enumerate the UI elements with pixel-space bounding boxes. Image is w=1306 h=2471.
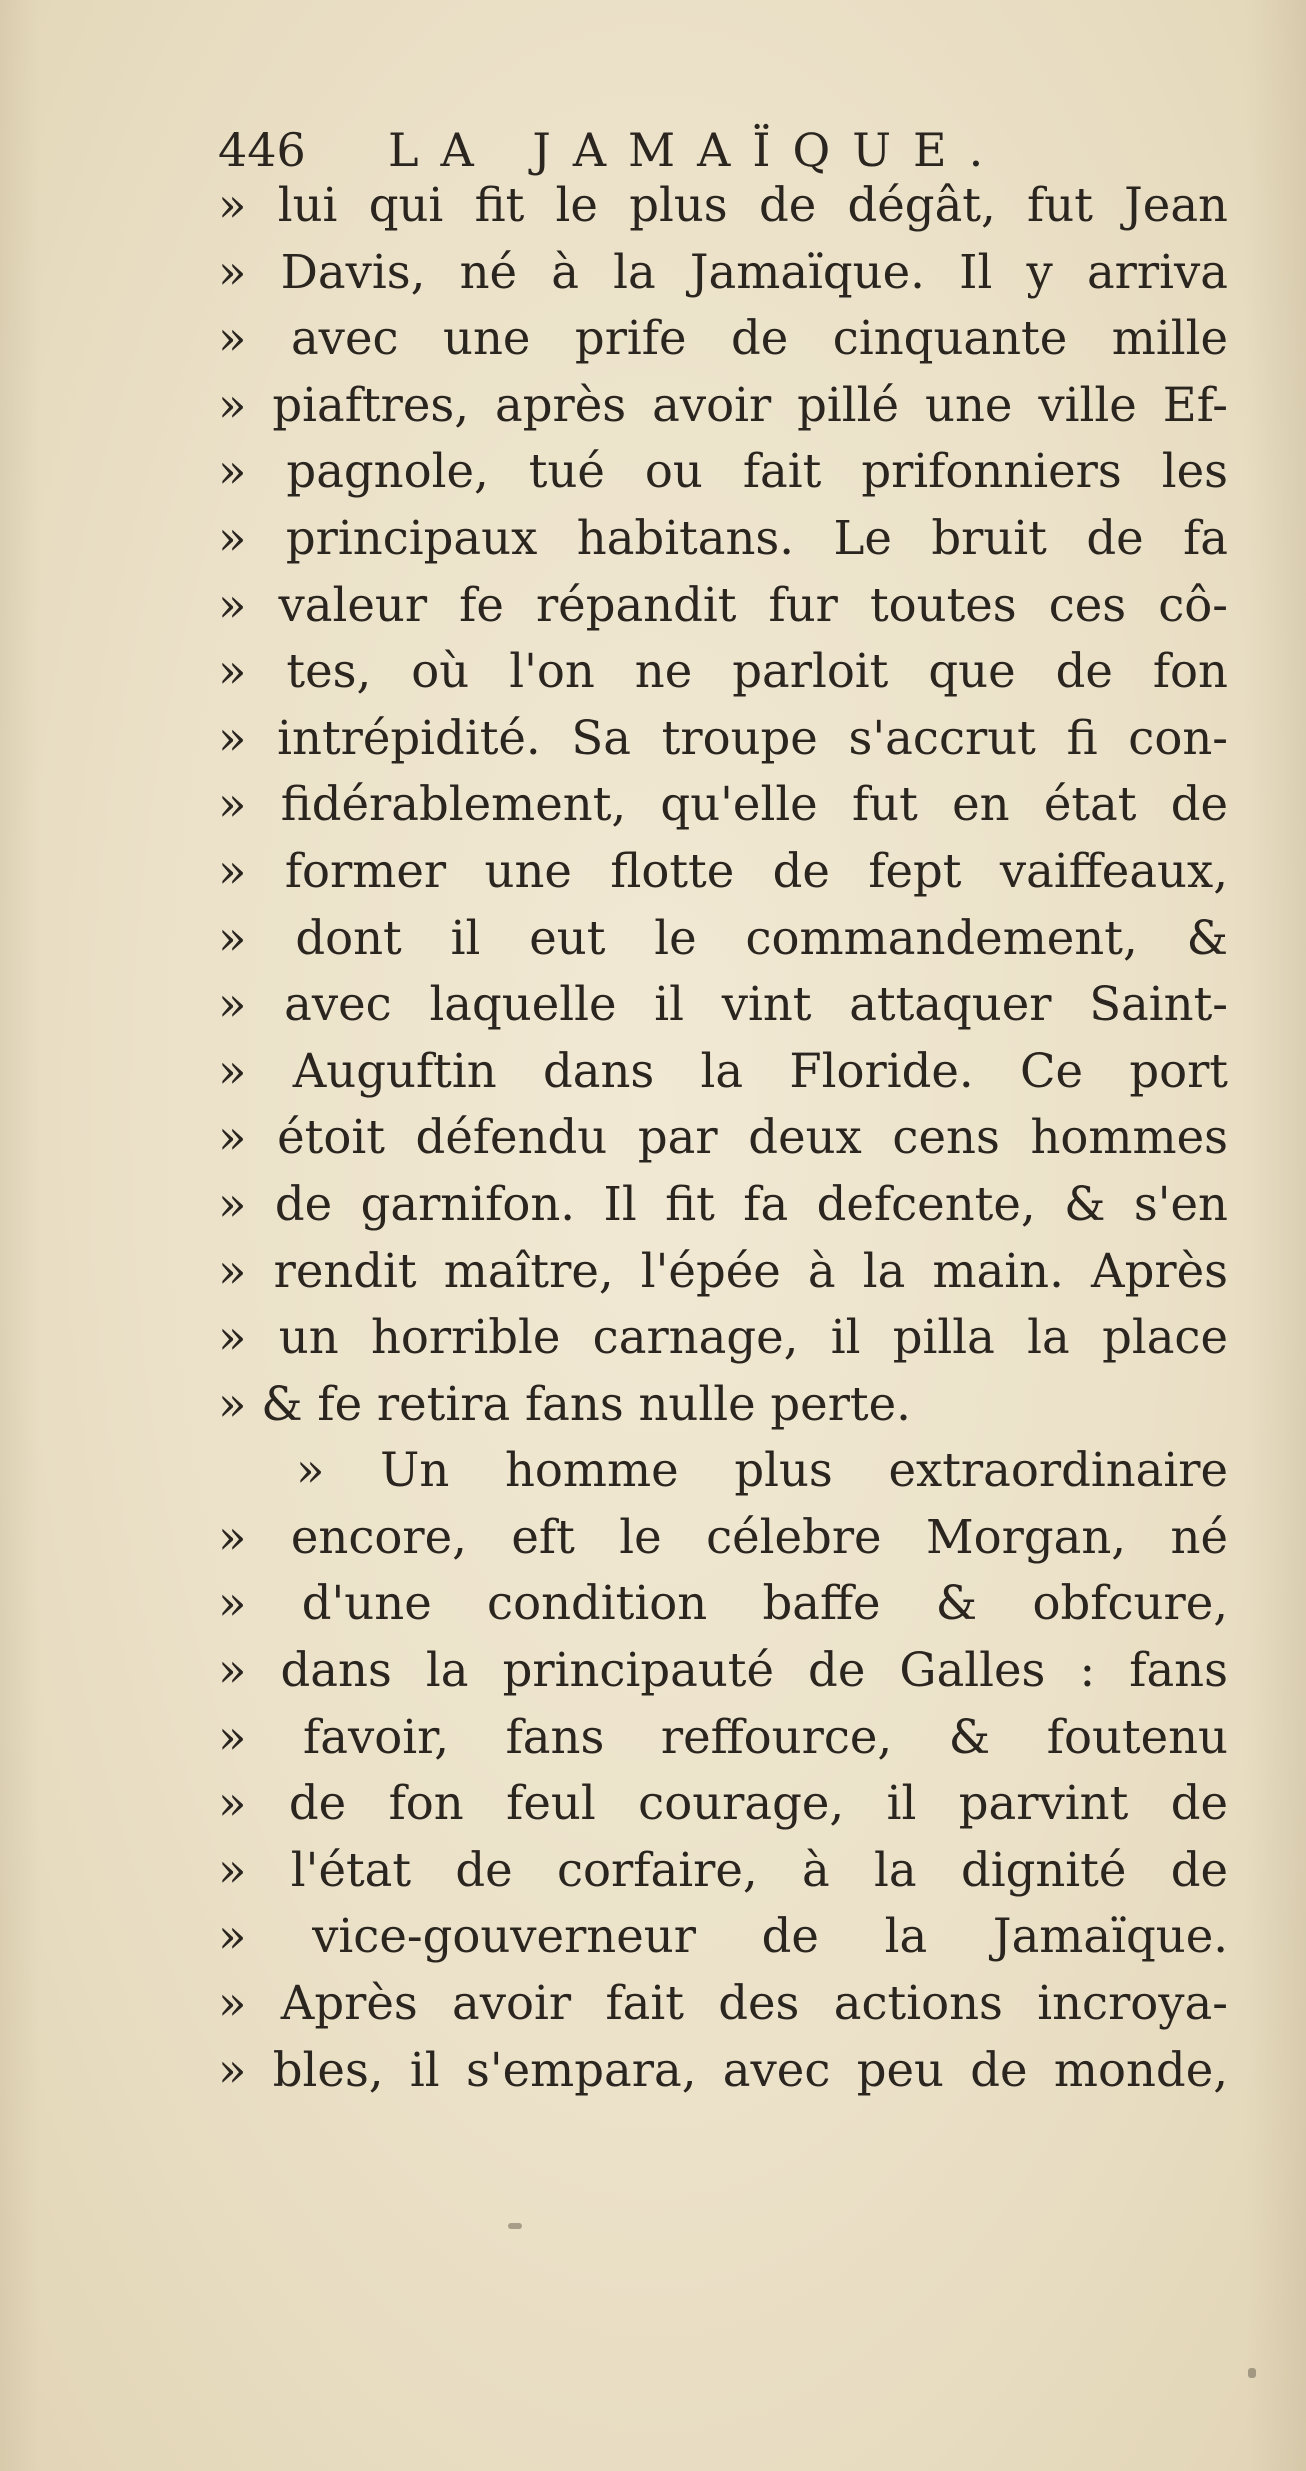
text-line: » de fon feul courage, il parvint de — [218, 1776, 1228, 1831]
text-line: » piaftres, après avoir pillé une ville Ef- — [218, 377, 1228, 432]
text-line: » favoir, fans reffource, & foutenu — [218, 1709, 1228, 1764]
text-line: » l'état de corfaire, à la dignité de — [218, 1842, 1228, 1897]
text-line: » fidérablement, qu'elle fut en état de — [218, 777, 1228, 832]
text-line: » bles, il s'empara, avec peu de monde, — [218, 2042, 1228, 2097]
running-title: LA JAMAÏQUE. — [388, 123, 1006, 177]
text-line: » vice-gouverneur de la Jamaïque. — [218, 1909, 1228, 1964]
page-left-edge-shadow — [0, 0, 40, 2471]
text-line: » principaux habitans. Le bruit de fa — [218, 510, 1228, 565]
page-number: 446 — [218, 123, 306, 177]
text-line: » & fe retira fans nulle perte. — [218, 1376, 911, 1431]
text-line: » encore, eft le célebre Morgan, né — [218, 1509, 1228, 1564]
text-line: » un horrible carnage, il pilla la place — [218, 1310, 1228, 1365]
page-right-edge-shadow — [1246, 0, 1306, 2471]
text-line: » avec une prife de cinquante mille — [218, 311, 1228, 366]
paragraph-first-line: » Un homme plus extraordinaire — [296, 1443, 1228, 1498]
text-line: » rendit maître, l'épée à la main. Après — [218, 1243, 1228, 1298]
ink-speck — [1248, 2368, 1256, 2378]
text-line: » dans la principauté de Galles : fans — [218, 1643, 1228, 1698]
ink-speck — [508, 2223, 522, 2229]
body-text — [218, 172, 1228, 2103]
text-line: » d'une condition baffe & obfcure, — [218, 1576, 1228, 1631]
text-line: » valeur fe répandit fur toutes ces cô- — [218, 577, 1228, 632]
text-line: » pagnole, tué ou fait prifonniers les — [218, 444, 1228, 499]
text-line: » Après avoir fait des actions incroya- — [218, 1976, 1228, 2031]
text-line: » former une flotte de fept vaiffeaux, — [218, 843, 1228, 898]
text-line: » Davis, né à la Jamaïque. Il y arriva — [218, 244, 1228, 299]
text-line: » avec laquelle il vint attaquer Saint- — [218, 977, 1228, 1032]
text-line: » de garnifon. Il fit fa defcente, & s'en — [218, 1176, 1228, 1231]
text-line: » étoit défendu par deux cens hommes — [218, 1110, 1228, 1165]
text-line: » Auguftin dans la Floride. Ce port — [218, 1043, 1228, 1098]
text-line: » tes, où l'on ne parloit que de fon — [218, 644, 1228, 699]
text-line: » lui qui fit le plus de dégât, fut Jean — [218, 178, 1228, 232]
text-line: » dont il eut le commandement, & — [218, 910, 1228, 965]
text-line: » intrépidité. Sa troupe s'accrut fi con- — [218, 710, 1228, 765]
